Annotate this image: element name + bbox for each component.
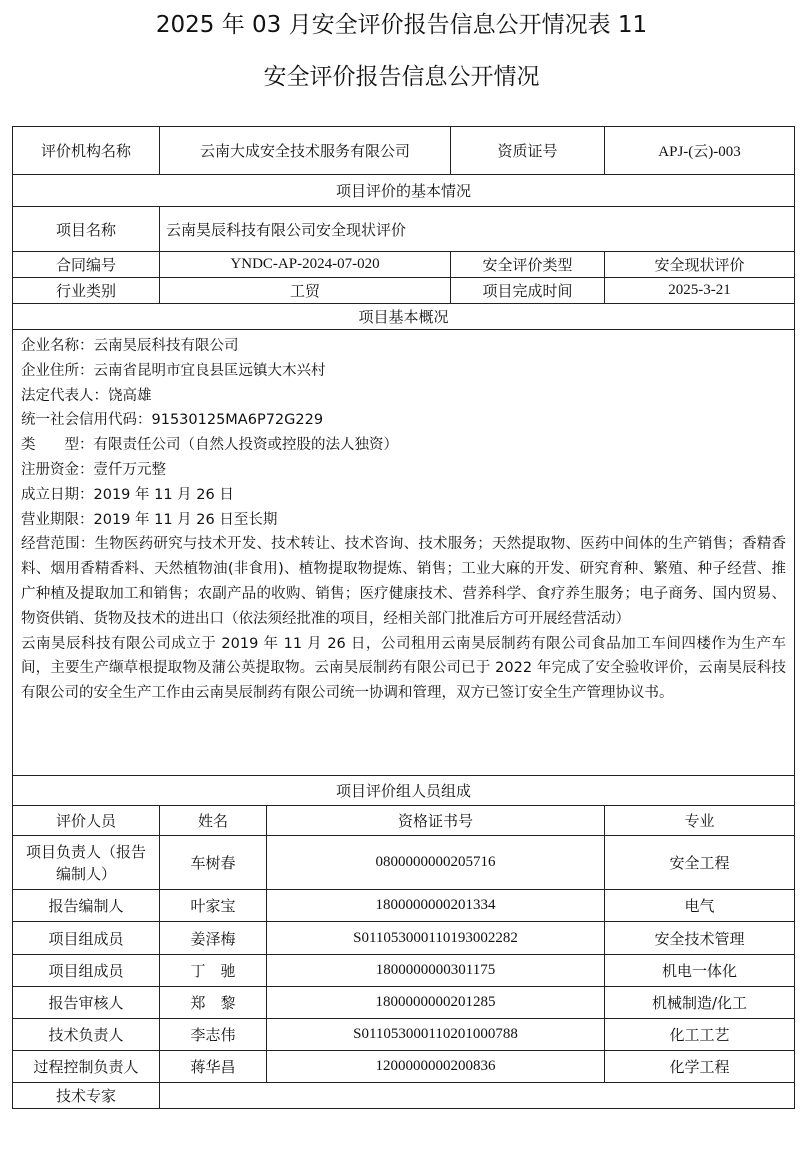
founded-date-line: 成立日期：2019 年 11 月 26 日 xyxy=(21,486,234,503)
team-name: 丁 驰 xyxy=(160,955,267,987)
team-cert: 0800000000205716 xyxy=(267,836,605,890)
expert-value xyxy=(160,1083,795,1109)
cert-label: 资质证号 xyxy=(451,127,605,175)
team-cert: S011053000110201000788 xyxy=(267,1019,605,1051)
team-major: 化学工程 xyxy=(605,1051,795,1083)
col-header-major: 专业 xyxy=(605,806,795,836)
team-cert: 1800000000201285 xyxy=(267,987,605,1019)
team-header-row xyxy=(13,806,795,836)
finish-time-value: 2025-3-21 xyxy=(605,278,795,304)
col-header-cert: 资格证书号 xyxy=(267,806,605,836)
contract-label: 合同编号 xyxy=(13,252,160,278)
team-major: 安全技术管理 xyxy=(605,922,795,955)
table-row xyxy=(13,955,795,987)
basic-section-header: 项目评价的基本情况 xyxy=(13,175,795,207)
team-name: 郑 黎 xyxy=(160,987,267,1019)
legal-rep-line: 法定代表人：饶高雄 xyxy=(21,387,152,404)
team-name: 蒋华昌 xyxy=(160,1051,267,1083)
overview-body xyxy=(13,330,795,776)
team-cert: 1800000000301175 xyxy=(267,955,605,987)
org-row xyxy=(13,127,795,175)
table-row xyxy=(13,987,795,1019)
expert-label: 技术专家 xyxy=(13,1083,160,1109)
org-value: 云南大成安全技术服务有限公司 xyxy=(160,127,451,175)
company-name-line: 企业名称：云南昊辰科技有限公司 xyxy=(21,338,239,354)
overview-section-header: 项目基本概况 xyxy=(13,304,795,330)
team-cert: 1200000000200836 xyxy=(267,1051,605,1083)
company-address-line: 企业住所：云南省昆明市宜良县匡远镇大木兴村 xyxy=(21,362,326,379)
team-role: 过程控制负责人 xyxy=(13,1051,160,1083)
industry-label: 行业类别 xyxy=(13,278,160,304)
project-name-value: 云南昊辰科技有限公司安全现状评价 xyxy=(160,207,795,252)
eval-type-value: 安全现状评价 xyxy=(605,252,795,278)
industry-value: 工贸 xyxy=(160,278,451,304)
team-name: 李志伟 xyxy=(160,1019,267,1051)
team-major: 电气 xyxy=(605,890,795,922)
disclosure-table xyxy=(12,126,795,1109)
org-label: 评价机构名称 xyxy=(13,127,160,175)
eval-type-label: 安全评价类型 xyxy=(451,252,605,278)
team-major: 机电一体化 xyxy=(605,955,795,987)
team-role: 项目组成员 xyxy=(13,955,160,987)
business-term-line: 营业期限：2019 年 11 月 26 日至长期 xyxy=(21,511,278,528)
team-role: 报告审核人 xyxy=(13,987,160,1019)
company-description-text: 云南昊辰科技有限公司成立于 2019 年 11 月 26 日，公司租用云南昊辰制药有限公司食品加工车间四楼作为生产车间，主要生产缬草根提取物及蒲公英提取物。云南昊辰制药有限公司已于 2022 年完成了安全验收评价，云南昊辰科技有限公司的安全生产工作由云南昊辰制药有限公司统一协调和管理，双方已签订安全生产管理协议书。 xyxy=(21,635,787,702)
table-row xyxy=(13,836,795,890)
expert-row xyxy=(13,1083,795,1109)
team-role: 报告编制人 xyxy=(13,890,160,922)
team-name: 叶家宝 xyxy=(160,890,267,922)
document-title: 2025 年 03 月安全评价报告信息公开情况表 11 xyxy=(155,12,648,38)
team-major: 化工工艺 xyxy=(605,1019,795,1051)
table-row xyxy=(13,922,795,955)
company-type-line: 类 型：有限责任公司（自然人投资或控股的法人独资） xyxy=(21,437,398,454)
team-major: 安全工程 xyxy=(605,836,795,890)
team-section-header: 项目评价组人员组成 xyxy=(13,776,795,806)
team-cert: S011053000110193002282 xyxy=(267,922,605,955)
team-major: 机械制造/化工 xyxy=(605,987,795,1019)
team-cert: 1800000000201334 xyxy=(267,890,605,922)
team-role: 技术负责人 xyxy=(13,1019,160,1051)
table-row xyxy=(13,1019,795,1051)
cert-value: APJ-(云)-003 xyxy=(605,127,795,175)
table-row xyxy=(13,890,795,922)
document-subtitle: 安全评价报告信息公开情况 xyxy=(263,64,540,90)
team-role: 项目负责人（报告编制人） xyxy=(13,836,160,890)
capital-line: 注册资金：壹仟万元整 xyxy=(21,461,166,478)
col-header-role: 评价人员 xyxy=(13,806,160,836)
project-name-label: 项目名称 xyxy=(13,207,160,252)
business-scope-text: 经营范围：生物医药研究与技术开发、技术转让、技术咨询、技术服务；天然提取物、医药中间体的生产销售；香精香料、烟用香精香料、天然植物油(非食用)、植物提取物提炼、销售；工业大麻的开发、研究育种、繁殖、种子经营、推广种植及提取加工和销售；农副产品的收购、销售；医疗健康技术、营养科学、食疗养生服务；电子商务、国内贸易、物资供销、货物及技术的进出口（依法须经批准的项目，经相关部门批准后方可开展经营活动） xyxy=(21,536,787,627)
contract-value: YNDC-AP-2024-07-020 xyxy=(160,252,451,278)
team-role: 项目组成员 xyxy=(13,922,160,955)
finish-time-label: 项目完成时间 xyxy=(451,278,605,304)
col-header-name: 姓名 xyxy=(160,806,267,836)
credit-code-line: 统一社会信用代码：91530125MA6P72G229 xyxy=(21,412,324,429)
team-name: 车树春 xyxy=(160,836,267,890)
table-row xyxy=(13,1051,795,1083)
team-name: 姜泽梅 xyxy=(160,922,267,955)
